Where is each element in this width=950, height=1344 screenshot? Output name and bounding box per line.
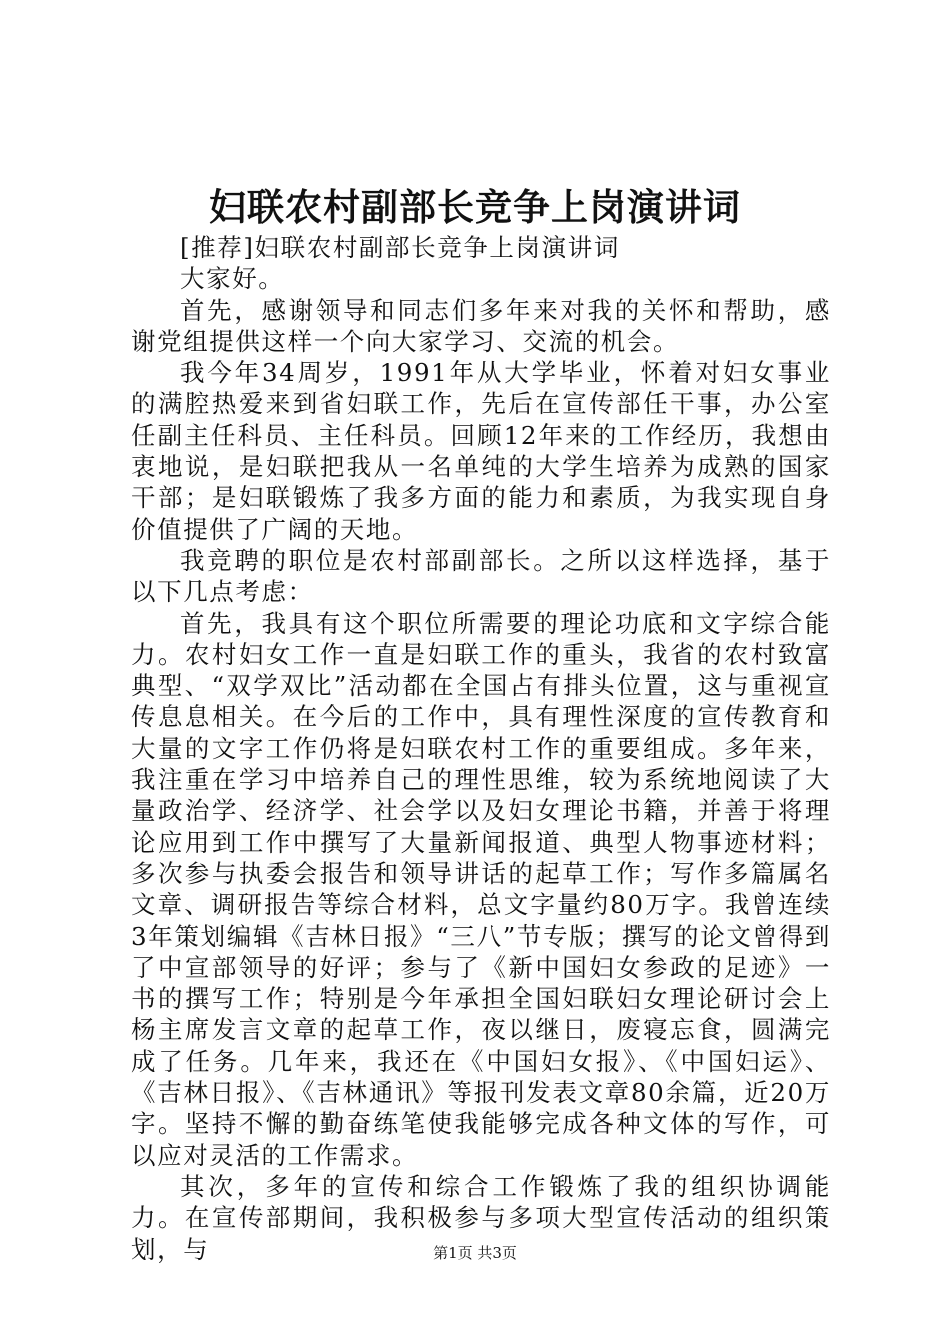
paragraph-second-reason: 其次，多年的宣传和综合工作锻炼了我的组织协调能力。在宣传部期间，我积极参与多项大型宣传活动的组织策划，与 — [131, 1171, 831, 1264]
paragraph-recommendation: [推荐]妇联农村副部长竞争上岗演讲词 — [180, 233, 620, 262]
paragraph-first-reason: 首先，我具有这个职位所需要的理论功底和文字综合能力。农村妇女工作一直是妇联工作的重头，我省的农村致富典型、“双学双比”活动都在全国占有排头位置，这与重视宣传息息相关。在今后的工作中，具有理性深度的宣传教育和大量的文字工作仍将是妇联农村工作的重要组成。多年来，我注重在学习中培养自己的理性思维，较为系统地阅读了大量政治学、经济学、社会学以及妇女理论书籍，并善于将理论应用到工作中撰写了大量新闻报道、典型人物事迹材料；多次参与执委会报告和领导讲话的起草工作；写作多篇属名文章、调研报告等综合材料，总文字量约80万字。我曾连续3年策划编辑《吉林日报》“三八”节专版；撰写的论文曾得到了中宣部领导的好评；参与了《新中国妇女参政的足迹》一书的撰写工作；特别是今年承担全国妇联妇女理论研讨会上杨主席发言文章的起草工作，夜以继日，废寝忘食，圆满完成了任务。几年来，我还在《中国妇女报》、《中国妇运》、《吉林日报》、《吉林通讯》等报刊发表文章80余篇，近20万字。坚持不懈的勤奋练笔使我能够完成各种文体的写作，可以应对灵活的工作需求。 — [131, 608, 831, 1170]
document-title: 妇联农村副部长竞争上岗演讲词 — [209, 185, 741, 229]
paragraph-background: 我今年34周岁，1991年从大学毕业，怀着对妇女事业的满腔热爱来到省妇联工作，先后在宣传部任干事，办公室任副主任科员、主任科员。回顾12年来的工作经历，我想由衷地说，是妇联把我从一名单纯的大学生培养为成熟的国家干部；是妇联锻炼了我多方面的能力和素质，为我实现自身价值提供了广阔的天地。 — [131, 358, 831, 544]
paragraph-thanks: 首先，感谢领导和同志们多年来对我的关怀和帮助，感谢党组提供这样一个向大家学习、交流的机会。 — [131, 295, 831, 356]
paragraph-position: 我竞聘的职位是农村部副部长。之所以这样选择，基于以下几点考虑： — [131, 545, 831, 607]
paragraph-greeting: 大家好。 — [180, 264, 285, 294]
page-number-footer: 第1页 共3页 — [433, 1244, 517, 1262]
document-body — [131, 232, 831, 1265]
